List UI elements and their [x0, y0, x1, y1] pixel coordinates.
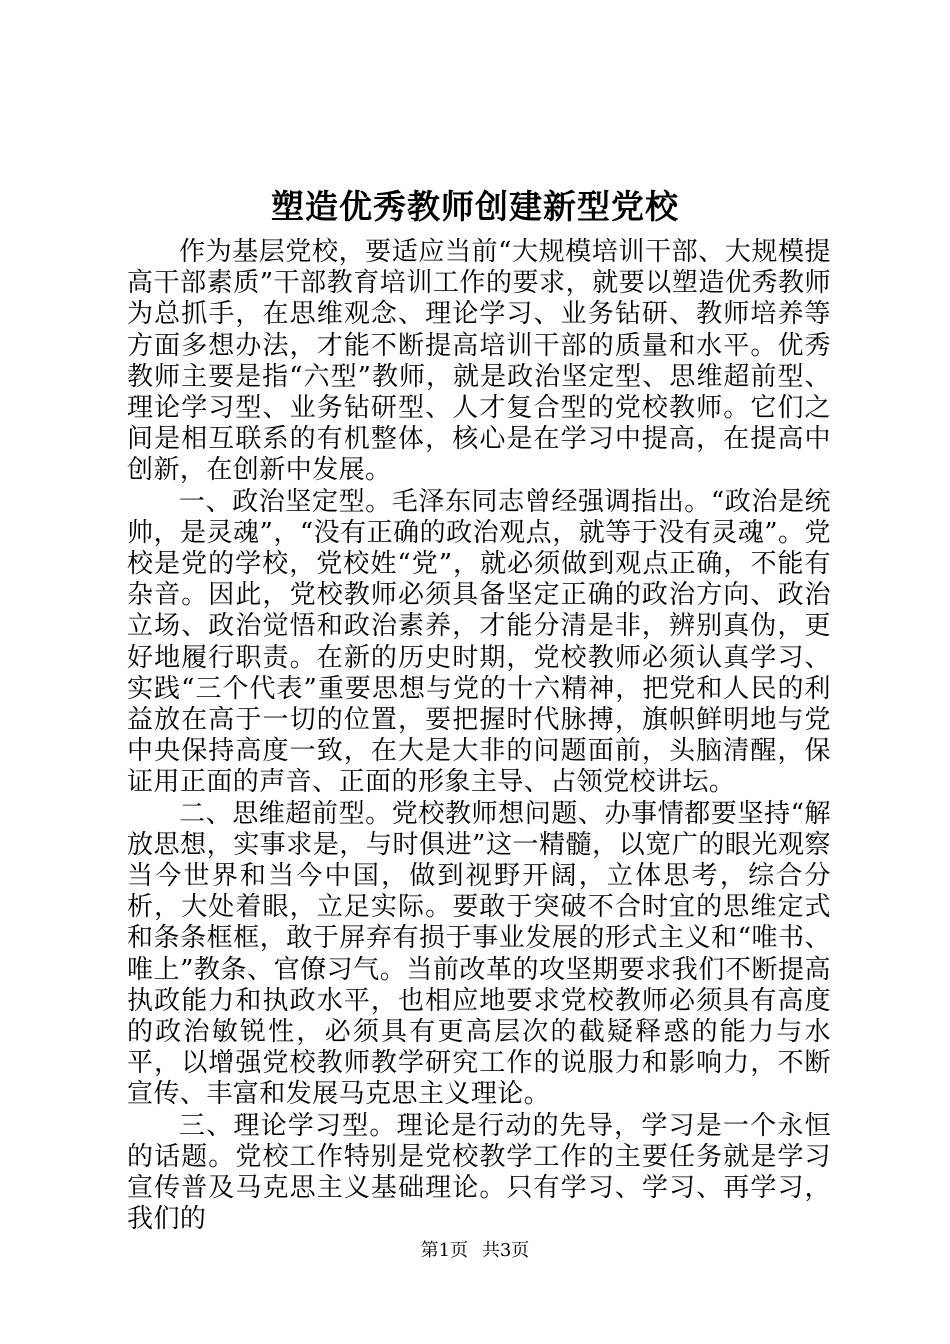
- page-number: 第1页: [420, 1240, 469, 1261]
- paragraph-section-2: 二、思维超前型。党校教师想问题、办事情都要坚持“解放思想，实事求是，与时俱进”这一精髓，以宽广的眼光观察当今世界和当今中国，做到视野开阔，立体思考，综合分析，大处着眼，立足实际。要敢于突破不合时宜的思维定式和条条框框，敢于屏弃有损于事业发展的形式主义和“唯书、唯上”教条、官僚习气。当前改革的攻坚期要求我们不断提高执政能力和执政水平，也相应地要求党校教师必须具有高度的政治敏锐性，必须具有更高层次的截疑释惑的能力与水平，以增强党校教师教学研究工作的说服力和影响力，不断宣传、丰富和发展马克思主义理论。: [127, 798, 831, 1110]
- document-title: 塑造优秀教师创建新型党校: [271, 187, 679, 226]
- page-footer: [0, 1238, 950, 1264]
- paragraph-intro: 作为基层党校，要适应当前“大规模培训干部、大规模提高干部素质”干部教育培训工作的要求，就要以塑造优秀教师为总抓手，在思维观念、理论学习、业务钻研、教师培养等方面多想办法，才能不断提高培训干部的质量和水平。优秀教师主要是指“六型”教师，就是政治坚定型、思维超前型、理论学习型、业务钻研型、人才复合型的党校教师。它们之间是相互联系的有机整体，核心是在学习中提高，在提高中创新，在创新中发展。: [127, 237, 831, 486]
- page-total: 共3页: [481, 1240, 530, 1261]
- paragraph-section-1: 一、政治坚定型。毛泽东同志曾经强调指出。“政治是统帅，是灵魂”，“没有正确的政治观点，就等于没有灵魂”。党校是党的学校，党校姓“党”，就必须做到观点正确，不能有杂音。因此，党校教师必须具备坚定正确的政治方向、政治立场、政治觉悟和政治素养，才能分清是非，辨别真伪，更好地履行职责。在新的历史时期，党校教师必须认真学习、实践“三个代表”重要思想与党的十六精神，把党和人民的利益放在高于一切的位置，要把握时代脉搏，旗帜鲜明地与党中央保持高度一致，在大是大非的问题面前，头脑清醒，保证用正面的声音、正面的形象主导、占领党校讲坛。: [127, 486, 831, 798]
- document-body: [127, 237, 831, 1236]
- paragraph-section-3: 三、理论学习型。理论是行动的先导，学习是一个永恒的话题。党校工作特别是党校教学工作的主要任务就是学习宣传普及马克思主义基础理论。只有学习、学习、再学习，我们的: [127, 1110, 831, 1235]
